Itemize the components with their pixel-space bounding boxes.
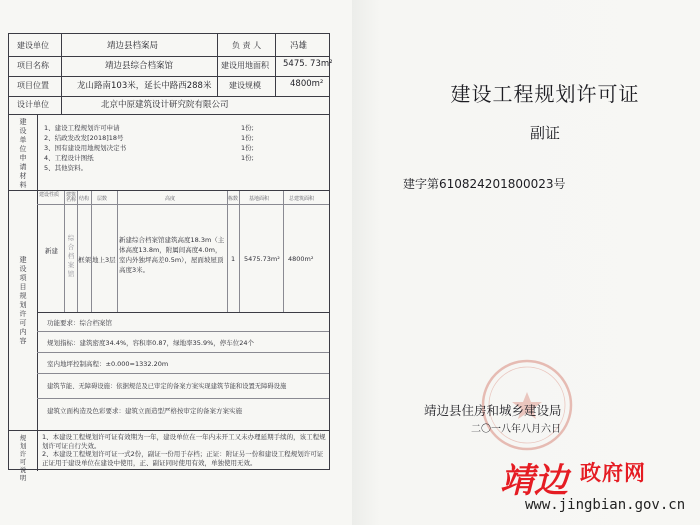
material-item-2: 2、结政发改发[2018]18号 [44, 134, 124, 142]
header-floors: 层数 [97, 196, 108, 202]
scale-label: 建设规模 [229, 81, 261, 90]
materials-side-label: 建设单位申请材料 [19, 118, 27, 189]
material-item-1: 1、建设工程规划许可申请 [44, 124, 120, 132]
row-name: 综合档案馆 [67, 234, 75, 278]
header-name: 建筑名称 [66, 192, 77, 203]
permit-form-table [8, 33, 333, 482]
person-label: 负 责 人 [232, 41, 262, 50]
material-count-2: 1份; [241, 134, 254, 142]
issue-date: 二〇一八年八月六日 [471, 424, 561, 435]
function-requirement: 功能要求：综合档案馆 [47, 319, 112, 327]
planning-indicators: 规划指标：建筑密度34.4%，容积率0.87，绿地率35.9%，停车位24个 [47, 339, 255, 347]
government-website-name: 政府网 [580, 461, 646, 485]
header-structure: 结构 [79, 196, 90, 202]
location-value: 龙山路南103米，延长中路西288米 [77, 81, 212, 91]
notes-side-label: 规划许可说明 [19, 434, 27, 482]
header-base-area: 基地面积 [249, 196, 270, 202]
header-height: 高度 [165, 196, 176, 202]
material-count-3: 1份; [241, 144, 254, 152]
issuing-authority: 靖边县住房和城乡建设局 [424, 403, 562, 418]
row-total-area: 4800m² [288, 255, 314, 263]
content-side-label: 建设项目规划许可内容 [19, 256, 27, 345]
row-floors: 地上3层 [92, 256, 116, 264]
design-label: 设计单位 [17, 100, 49, 109]
unit-label: 建设单位 [17, 41, 49, 50]
land-area-value: 5475. 73m² [283, 59, 333, 69]
website-url: www.jingbian.gov.cn [525, 497, 686, 513]
row-nature: 新建 [45, 247, 58, 255]
certificate-title: 建设工程规划许可证 [450, 82, 640, 106]
row-count: 1 [231, 255, 236, 263]
material-item-3: 3、国有建设用地规划决定书 [44, 144, 127, 152]
note-item-1: 1、本建设工程规划许可证有效期为一年，建设单位在一年内未开工又未办理延期手续的，该工程规划许可证自行失效。 [42, 433, 326, 450]
header-count: 栋数 [228, 196, 239, 202]
material-count-4: 1份; [241, 154, 254, 162]
row-height: 新建综合档案馆建筑高度18.3m（主体高度13.8m，附属间高度4.0m，室内外独坪高差0.5m），屋面坡屋顶高度3米。 [119, 236, 225, 274]
header-total-area: 总建筑面积 [289, 196, 315, 202]
design-value: 北京中原建筑设计研究院有限公司 [101, 100, 229, 110]
energy-accessibility: 建筑节能、无障碍设施：依据规范及已审定的备案方案实现建筑节能和设置无障碍设施 [47, 383, 287, 390]
scale-value: 4800m² [290, 79, 324, 89]
svg-text:靖边: 靖边 [500, 461, 568, 501]
row-structure: 框架 [78, 256, 91, 264]
facade-requirement: 建筑立面构造及色彩要求：建筑立面造型严格按审定的备案方案实施 [47, 407, 242, 415]
note-item-2: 2、本建设工程规划许可证一式2份，副证一份用于存档；正证：附证另一份和建设工程规划许可证正证用于建设单位在建设中使用，正、副证同时使用有效，单独使用无效。 [42, 450, 324, 467]
row-base-area: 5475.73m² [244, 255, 280, 263]
location-label: 项目位置 [17, 81, 49, 90]
material-count-1: 1份; [241, 124, 254, 132]
project-name-label: 项目名称 [17, 61, 49, 70]
project-name-value: 靖边县综合档案馆 [105, 61, 174, 71]
certificate-number: 建字第610824201800023号 [403, 177, 566, 191]
material-item-4: 4、工程设计图纸 [44, 154, 94, 162]
material-item-5: 5、其他资料。 [44, 164, 88, 172]
header-nature: 建设性质 [39, 192, 60, 198]
land-area-label: 建设用地面积 [221, 61, 269, 70]
unit-value: 靖边县档案局 [107, 41, 159, 51]
floor-elevation: 室内地坪控制高程：±0.000=1332.20m [47, 360, 169, 368]
person-value: 冯雄 [290, 41, 308, 51]
certificate-subtitle: 副证 [529, 124, 560, 142]
